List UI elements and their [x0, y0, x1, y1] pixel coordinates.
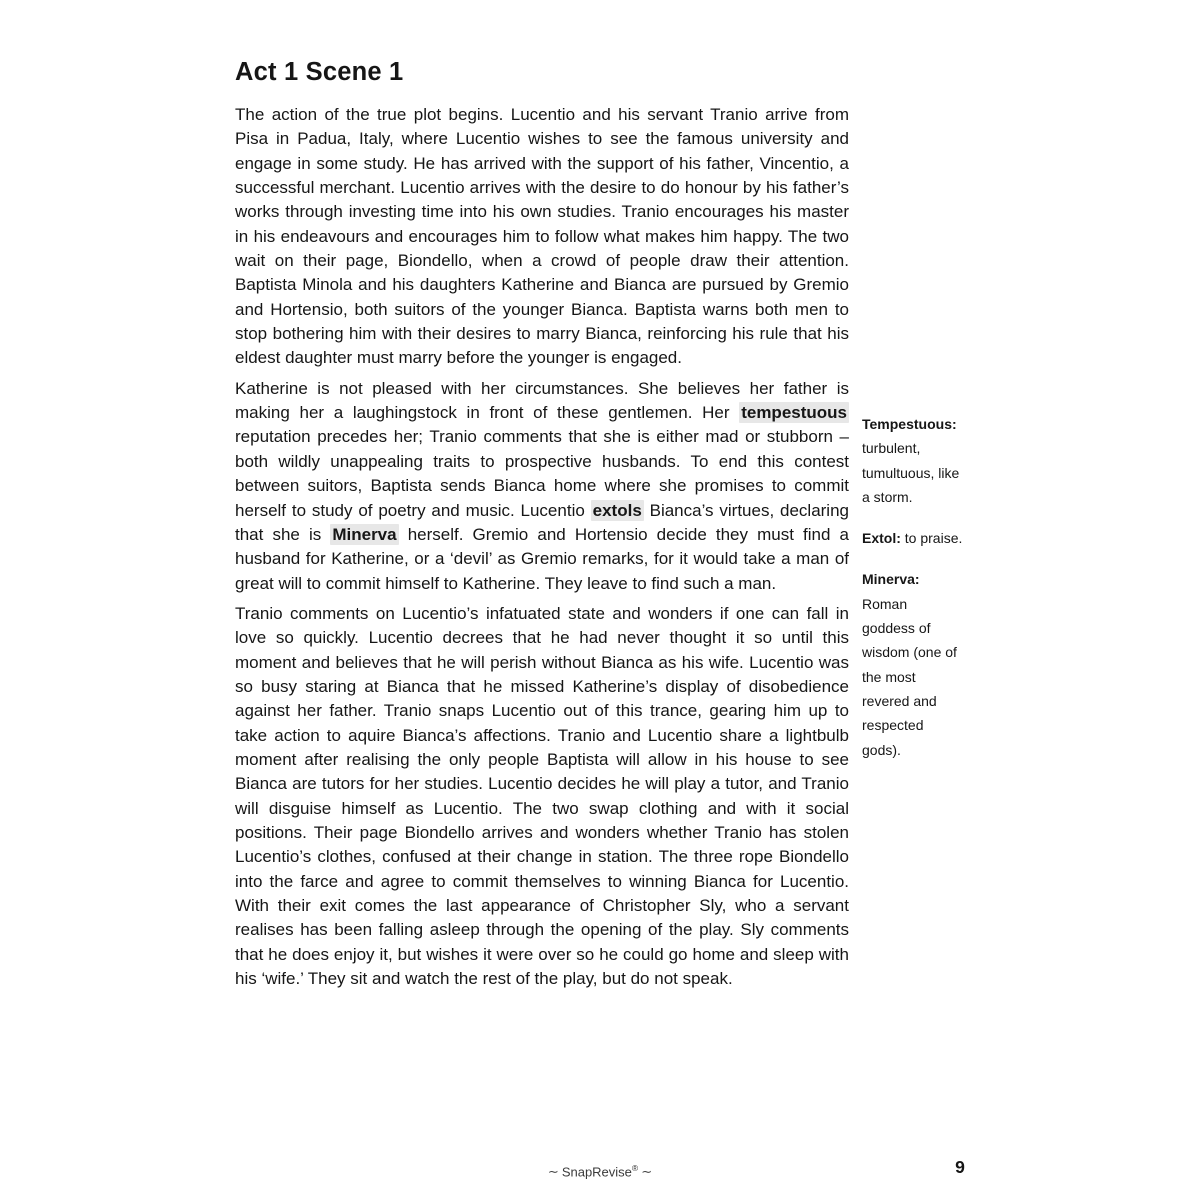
- main-content-column: [235, 57, 849, 997]
- paragraph: Katherine is not pleased with her circumstances. She believes her father is making her a laughingstock in front of these gentlemen. Her tempestuous reputation precedes her; Tranio comments that she is either mad or stubborn – both wildly unappealing traits to prospective husbands. To end this contest between suitors, Baptista sends Bianca home where she promises to commit herself to study of poetry and music. Lucentio extols Bianca’s virtues, declaring that she is Minerva herself. Gremio and Hortensio decide they must find a husband for Katherine, or a ‘devil’ as Gremio remarks, for it would take a man of great will to commit himself to Katherine. They leave to find such a man.: [235, 378, 849, 593]
- scene-summary-text: [235, 103, 849, 991]
- glossary-term-label: Minerva:: [862, 571, 920, 588]
- footer-brand: [0, 1163, 1200, 1180]
- registered-trademark-icon: ®: [631, 1163, 639, 1173]
- glossary-term-highlight: extols: [592, 500, 642, 520]
- paragraph: Tranio comments on Lucentio’s infatuated state and wonders if one can fall in love so quickly. Lucentio decrees that he had never thought it so until this moment and believes that he will perish without Bianca as his wife. Lucentio was so busy staring at Bianca that he missed Katherine’s display of disobedience against her father. Tranio snaps Lucentio out of this trance, gearing him up to take action to aquire Bianca’s affections. Tranio and Lucentio share a lightbulb moment after realising the only people Baptista will allow in his house to see Bianca are tutors for her studies. Lucentio decides he will play a tutor, and Tranio will disguise himself as Lucentio. The two swap clothing and with it social positions. Their page Biondello arrives and wonders whether Tranio has stolen Lucentio’s clothes, confused at their change in station. The three rope Biondello into the farce and agree to commit themselves to winning Bianca for Lucentio. With their exit comes the last appearance of Christopher Sly, who a servant realises has been falling asleep through the opening of the play. Sly comments that he does enjoy it, but wishes it were over so he could go home and sleep with his ‘wife.’ They sit and watch the rest of the play, but do not speak.: [235, 603, 849, 989]
- glossary-term-highlight: tempestuous: [741, 403, 847, 423]
- glossary-term-label: Tempestuous:: [862, 416, 957, 432]
- glossary-definition: Extol: to praise.: [862, 530, 963, 547]
- page-number: 9: [955, 1157, 965, 1177]
- paragraph: The action of the true plot begins. Lucentio and his servant Tranio arrive from Pisa in Padua, Italy, where Lucentio wishes to see the famous university and engage in some study. He has arrived with the support of his father, Vincentio, a successful merchant. Lucentio arrives with the desire to do honour by his father’s works through investing time into his own studies. Tranio encourages his master in his endeavours and encourages him to follow what makes him happy. The two wait on their page, Biondello, when a crowd of people draw their attention. Baptista Minola and his daughters Katherine and Bianca are pursued by Gremio and Hortensio, both suitors of the younger Bianca. Baptista warns both men to stop bothering him with their desires to marry Bianca, reinforcing his rule that his eldest daughter must marry before the younger is engaged.: [235, 105, 849, 368]
- glossary-term-highlight: Minerva: [332, 524, 397, 544]
- glossary-definition: Tempestuous: turbulent, tumultuous, like a storm.: [862, 416, 960, 505]
- tilde-ornament-right: ∼: [641, 1164, 653, 1180]
- tilde-ornament-left: ∼: [547, 1164, 559, 1180]
- glossary-sidebar: [862, 412, 963, 779]
- glossary-term-label: Extol:: [862, 530, 901, 547]
- glossary-definition: Minerva: Roman goddess of wisdom (one of the most revered and respected gods).: [862, 571, 957, 758]
- brand-name: SnapRevise: [561, 1164, 632, 1180]
- page-title: Act 1 Scene 1: [235, 58, 404, 86]
